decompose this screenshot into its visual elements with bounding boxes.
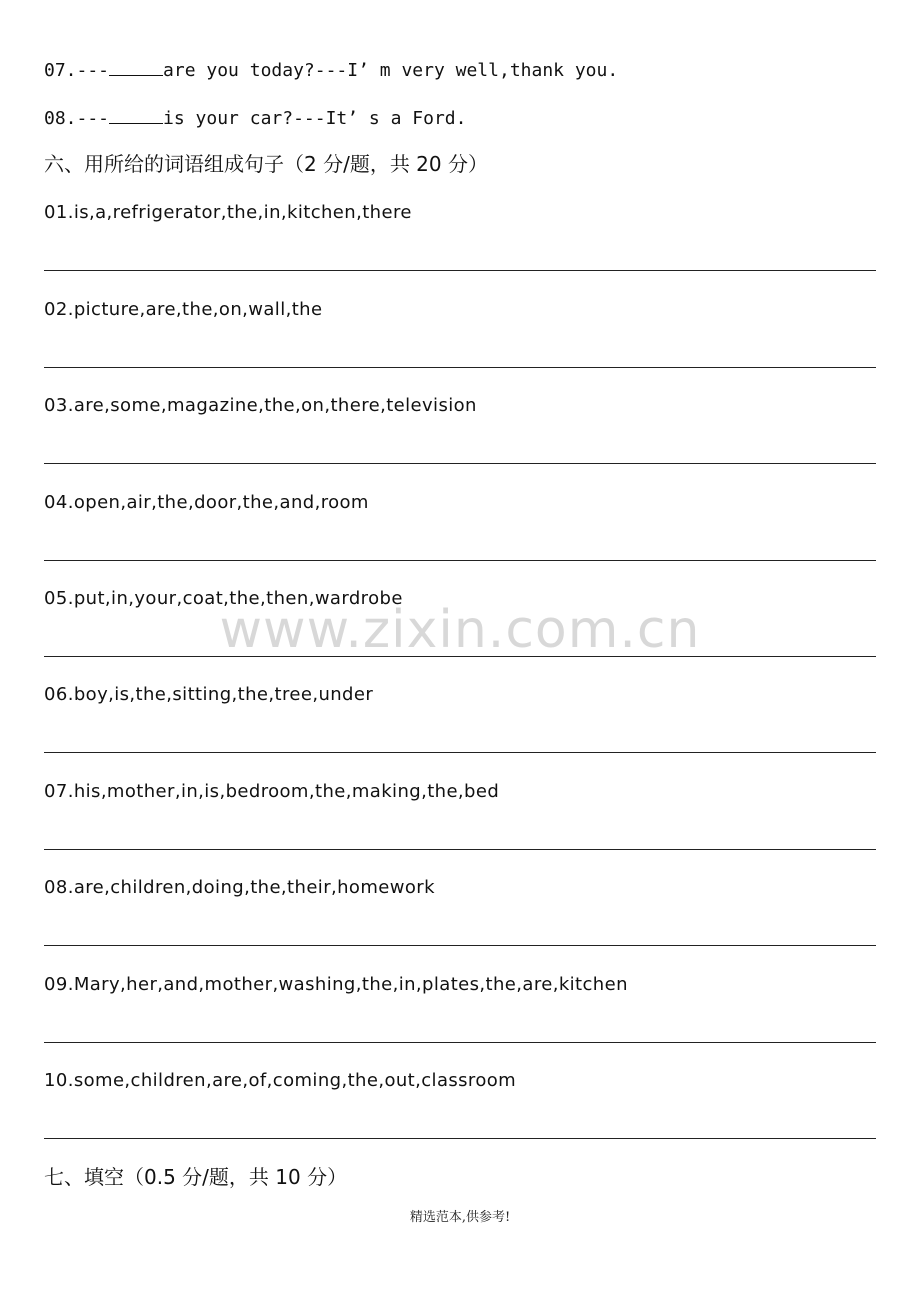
- sentence-item-08: 08.are,children,doing,the,their,homework: [44, 877, 435, 898]
- sentence-item-05: 05.put,in,your,coat,the,then,wardrobe: [44, 588, 403, 609]
- sentence-item-01: 01.is,a,refrigerator,the,in,kitchen,there: [44, 202, 412, 223]
- question-08-text: is your car?---It’ s a Ford.: [163, 108, 467, 129]
- answer-line-07: [44, 849, 876, 850]
- sentence-item-03: 03.are,some,magazine,the,on,there,television: [44, 395, 477, 416]
- answer-line-03: [44, 463, 876, 464]
- question-07-text: are you today?---I’ m very well,thank you.: [163, 60, 619, 81]
- answer-line-02: [44, 367, 876, 368]
- answer-line-06: [44, 752, 876, 753]
- sentence-item-09: 09.Mary,her,and,mother,washing,the,in,plates,the,are,kitchen: [44, 974, 628, 995]
- answer-line-10: [44, 1138, 876, 1139]
- question-08-number: 08.---: [44, 108, 110, 129]
- question-07-blank: [109, 57, 163, 76]
- sentence-item-04: 04.open,air,the,door,the,and,room: [44, 492, 369, 513]
- question-08-blank: [109, 105, 163, 124]
- answer-line-01: [44, 270, 876, 271]
- sentence-item-10: 10.some,children,are,of,coming,the,out,classroom: [44, 1070, 517, 1091]
- question-07: [44, 57, 618, 83]
- section-6-heading: 六、用所给的词语组成句子（2 分/题，共 20 分）: [44, 152, 488, 176]
- page-footer: 精选范本,供参考!: [409, 1210, 511, 1225]
- watermark: www.zixin.com.cn: [219, 600, 701, 660]
- answer-line-08: [44, 945, 876, 946]
- section-7-heading: 七、填空（0.5 分/题，共 10 分）: [44, 1165, 348, 1189]
- answer-line-04: [44, 560, 876, 561]
- question-08: [44, 105, 466, 131]
- sentence-item-06: 06.boy,is,the,sitting,the,tree,under: [44, 684, 374, 705]
- question-07-number: 07.---: [44, 60, 110, 81]
- sentence-item-02: 02.picture,are,the,on,wall,the: [44, 299, 323, 320]
- answer-line-09: [44, 1042, 876, 1043]
- sentence-item-07: 07.his,mother,in,is,bedroom,the,making,the,bed: [44, 781, 500, 802]
